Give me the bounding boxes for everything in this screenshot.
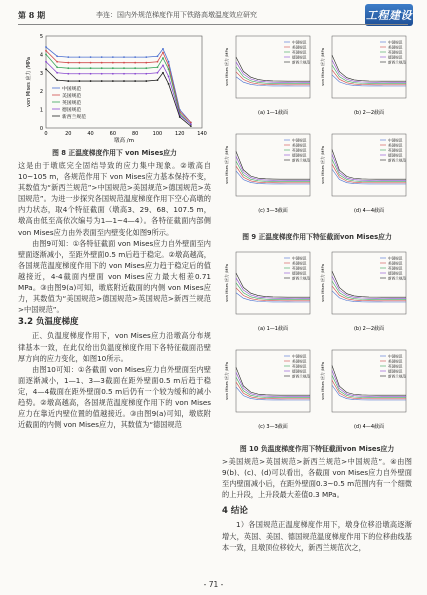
section-heading: 3.2 负温度梯度	[18, 317, 79, 328]
legend-label: 德国规范	[292, 153, 307, 158]
legend-label: 德国规范	[292, 55, 307, 60]
data-point	[56, 55, 58, 57]
x-tick-label: 20	[65, 131, 72, 137]
legend-label: 英国规范	[388, 148, 403, 153]
y-tick-label: 1	[39, 107, 43, 114]
data-point	[134, 56, 136, 58]
y-axis-label: von Mises 应力 /MPa	[26, 57, 32, 107]
y-tick-label: 5	[39, 34, 43, 40]
legend-label: 中国规范	[292, 354, 307, 359]
data-point	[112, 73, 114, 75]
data-point	[134, 73, 136, 75]
series-line	[236, 62, 310, 82]
data-point	[101, 62, 103, 64]
fig9-charts	[222, 30, 412, 230]
data-point	[123, 62, 125, 64]
paragraph: 这是由于墩底完全固结导致的应力集中现象。②墩高自10~105 m，各规范作用下 von Mises应力基本保持不变，其数值为“新西兰规范”>中国规范>美国规范>德国规范>英国规范”。为进一步探究各国规范温度梯度作用下空心高墩的内力状态，取4个特征截面（墩高3、29、68、107.5 m，墩高由低至高依次编号为1—1~4—4）。各特征截面内部侧 von Mises应力由外表面至内壁变化如图9所示。	[18, 161, 211, 237]
data-point	[56, 72, 58, 74]
y-axis-label: von Mises 应力 /MPa	[224, 48, 229, 86]
figure-8	[22, 30, 212, 148]
data-point	[45, 61, 47, 63]
data-point	[101, 67, 103, 69]
y-axis-label: von Mises 应力 /MPa	[320, 362, 325, 400]
y-axis-label: von Mises 应力 /MPa	[320, 48, 325, 86]
data-point	[101, 73, 103, 75]
legend-label: 德国规范	[62, 107, 82, 113]
paragraph: >美国规范>英国规范>新西兰规范>中国规范”。④由图9(b)、(c)、(d)可以看出，各截面 von Mises应力自外壁面至内壁面减小后，在距外壁面0.3~0.5 m范围内有一个细微的上升段，上升段最大差值0.3 MPa。	[222, 457, 412, 500]
data-point	[168, 61, 170, 63]
data-point	[168, 68, 170, 70]
data-point	[79, 73, 81, 75]
subplot	[320, 36, 406, 116]
series-line	[236, 161, 310, 181]
series-line	[236, 288, 310, 301]
data-point	[112, 67, 114, 69]
legend-label: 美国规范	[292, 45, 307, 50]
y-tick-label: 3	[39, 70, 43, 77]
x-tick-label: 0	[44, 131, 48, 137]
legend-label: 德国规范	[388, 55, 403, 60]
data-point	[56, 79, 58, 81]
data-point	[79, 62, 81, 64]
data-point	[112, 56, 114, 58]
fig10-charts	[222, 246, 412, 442]
data-point	[145, 80, 147, 82]
subplot	[320, 134, 406, 214]
data-point	[179, 116, 181, 118]
section-heading: 4 结论	[222, 506, 248, 517]
subplot-caption: (d) 4—4截面	[353, 424, 385, 430]
data-point	[162, 48, 164, 50]
subplot-caption: (a) 1—1截面	[258, 110, 288, 116]
data-point	[157, 79, 159, 81]
legend-label: 德国规范	[292, 271, 307, 276]
legend-label: 中国规范	[388, 40, 403, 45]
legend-label: 新西兰规范	[388, 374, 406, 379]
data-point	[145, 67, 147, 69]
y-tick-label: 2	[39, 89, 43, 96]
data-point	[112, 80, 114, 82]
series-line	[332, 159, 406, 181]
x-tick-label: 120	[174, 131, 185, 137]
subplot-caption: (c) 3—3截面	[258, 208, 288, 214]
data-point	[123, 80, 125, 82]
data-point	[145, 56, 147, 58]
data-point	[90, 62, 92, 64]
legend-label: 德国规范	[388, 271, 403, 276]
subplot	[224, 134, 310, 214]
y-axis-label: von Mises 应力 /MPa	[224, 146, 229, 184]
legend-label: 新西兰规范	[292, 276, 310, 281]
data-point	[123, 73, 125, 75]
subplot	[320, 252, 406, 332]
data-point	[45, 46, 47, 48]
subplot-caption: (c) 3—3截面	[258, 424, 288, 430]
data-point	[101, 56, 103, 58]
legend-label: 新西兰规范	[292, 158, 310, 163]
legend-label: 中国规范	[292, 256, 307, 261]
data-point	[67, 80, 69, 82]
data-point	[168, 65, 170, 67]
legend-label: 英国规范	[388, 266, 403, 271]
subplot	[224, 252, 310, 332]
data-point	[67, 67, 69, 69]
y-axis-label: von Mises 应力 /MPa	[320, 264, 325, 302]
series-line	[332, 375, 406, 397]
subplot	[224, 350, 310, 430]
x-axis-label: 墩高 /m	[114, 138, 134, 144]
data-point	[56, 66, 58, 68]
data-point	[67, 73, 69, 75]
legend-label: 德国规范	[388, 153, 403, 158]
legend-label: 新西兰规范	[62, 114, 86, 120]
paragraph: 由图9可知：①各特征截面 von Mises应力自外壁面至内壁面逐渐减小，至距外壁面0.5 m后趋于稳定。②墩高越高，各国规范温度梯度作用下的 von Mises应力趋于稳定后的值越接近，4-4截面内壁面 von Mises应力最大相差0.71 MPa。③由图9(a)可知，墩底附近截面的内侧 von Mises应力，其数值为“美国规范>德国规范>英国规范>新西兰规范>中国规范”。	[18, 238, 211, 315]
data-point	[90, 67, 92, 69]
header-rule	[18, 24, 408, 25]
y-axis-label: von Mises 应力 /MPa	[320, 146, 325, 184]
x-tick-label: 60	[109, 131, 117, 137]
data-point	[79, 80, 81, 82]
issue-number: 第 8 期	[18, 10, 46, 20]
data-point	[79, 67, 81, 69]
data-point	[157, 61, 159, 63]
page-number: - 71 -	[203, 580, 224, 589]
legend-label: 美国规范	[388, 143, 403, 148]
journal-logo: 工程建设	[365, 4, 413, 26]
data-point	[190, 125, 192, 127]
data-point	[157, 72, 159, 74]
figure-9-caption: 图 9 正温度梯度作用下特征截面von Mises应力	[242, 233, 392, 241]
left-column	[18, 160, 211, 430]
y-tick-label: 0	[39, 126, 43, 132]
running-title: 李连：国内外规范梯度作用下铁路高墩温度效应研究	[96, 11, 257, 19]
legend-label: 中国规范	[388, 354, 403, 359]
data-point	[168, 83, 170, 85]
y-tick-label: 4	[39, 52, 43, 59]
legend-label: 新西兰规范	[388, 158, 406, 163]
legend-label: 德国规范	[388, 369, 403, 374]
subplot-caption: (b) 2—2截面	[353, 326, 385, 332]
data-point	[67, 62, 69, 64]
subplot-caption: (d) 4—4截面	[353, 208, 385, 214]
data-point	[90, 56, 92, 58]
legend-label: 中国规范	[292, 40, 307, 45]
data-point	[79, 56, 81, 58]
data-point	[134, 80, 136, 82]
legend-label: 美国规范	[292, 359, 307, 364]
data-point	[162, 57, 164, 59]
data-point	[56, 61, 58, 63]
x-tick-label: 80	[131, 131, 139, 137]
legend-label: 中国规范	[292, 138, 307, 143]
data-point	[45, 50, 47, 52]
legend-label: 美国规范	[292, 143, 307, 148]
legend-label: 新西兰规范	[292, 374, 310, 379]
data-point	[190, 122, 192, 124]
running-header	[18, 8, 408, 22]
data-point	[90, 73, 92, 75]
paragraph: 1）各国规范正温度梯度作用下，墩身位移沿墩高逐渐增大，英国、美国、德国规范温度梯度作用下的位移曲线基本一致，且墩顶位移较大，新西兰规范次之，	[222, 520, 412, 552]
data-point	[134, 67, 136, 69]
data-point	[112, 62, 114, 64]
data-point	[190, 123, 192, 125]
paragraph: 正、负温度梯度作用下，von Mises应力沿墩高分布规律基本一致，在此仅给出负温度梯度作用下各特征截面沿壁厚方向的应力变化，如图10所示。	[18, 331, 211, 363]
subplot	[320, 350, 406, 430]
figure-8-caption: 图 8 正温度梯度作用下 von Mises应力	[52, 149, 177, 157]
data-point	[157, 55, 159, 57]
data-point	[145, 62, 147, 64]
legend-label: 中国规范	[388, 138, 403, 143]
data-point	[45, 54, 47, 56]
data-point	[168, 76, 170, 78]
legend-label: 德国规范	[292, 369, 307, 374]
paragraph: 由图10可知：①各截面 von Mises应力自外壁面至内壁面逐渐减小，1—1、3—3截面在距外壁面0.5 m后趋于稳定，4—4截面在距外壁面0.5 m后仍有一个较为缓和的减小趋势。②墩高越高，各国规范温度梯度作用下的 von Mises应力在靠近内壁位置的值越接近。③由图9(a)可知，墩底附近截面的内侧 von Mises应力，其数值为“德国规范	[18, 364, 211, 430]
figure-9	[222, 30, 412, 230]
legend-label: 美国规范	[388, 45, 403, 50]
subplot	[224, 36, 310, 116]
data-point	[67, 56, 69, 58]
data-point	[162, 72, 164, 74]
x-tick-label: 140	[197, 131, 207, 137]
legend-label: 中国规范	[62, 86, 82, 92]
legend-label: 美国规范	[292, 261, 307, 266]
data-point	[145, 73, 147, 75]
legend-label: 英国规范	[292, 148, 307, 153]
legend-label: 英国规范	[292, 50, 307, 55]
data-point	[123, 67, 125, 69]
data-point	[123, 56, 125, 58]
legend-label: 英国规范	[292, 266, 307, 271]
legend-label: 英国规范	[388, 364, 403, 369]
legend-label: 新西兰规范	[388, 276, 406, 281]
figure-10	[222, 246, 412, 442]
series-line	[236, 72, 310, 85]
legend-label: 新西兰规范	[388, 60, 406, 65]
legend-label: 英国规范	[292, 364, 307, 369]
series-line	[236, 377, 310, 397]
data-point	[101, 80, 103, 82]
legend-label: 英国规范	[62, 100, 82, 106]
data-point	[45, 68, 47, 70]
x-tick-label: 100	[152, 131, 163, 137]
series-line	[236, 278, 310, 298]
legend-label: 新西兰规范	[292, 60, 310, 65]
legend-label: 英国规范	[388, 50, 403, 55]
legend-label: 美国规范	[62, 93, 82, 99]
legend-label: 美国规范	[388, 261, 403, 266]
subplot-caption: (b) 2—2截面	[353, 110, 385, 116]
legend-label: 中国规范	[388, 256, 403, 261]
figure-10-caption: 图 10 负温度梯度作用下特征截面von Mises应力	[239, 445, 395, 453]
data-point	[157, 66, 159, 68]
data-point	[134, 62, 136, 64]
right-column	[222, 456, 412, 553]
y-axis-label: von Mises 应力 /MPa	[224, 362, 229, 400]
subplot-caption: (a) 1—1截面	[258, 326, 288, 332]
data-point	[90, 80, 92, 82]
data-point	[162, 65, 164, 67]
fig8-chart	[22, 30, 212, 148]
legend-label: 美国规范	[388, 359, 403, 364]
data-point	[162, 52, 164, 54]
x-tick-label: 40	[87, 131, 94, 137]
y-axis-label: von Mises 应力 /MPa	[224, 264, 229, 302]
